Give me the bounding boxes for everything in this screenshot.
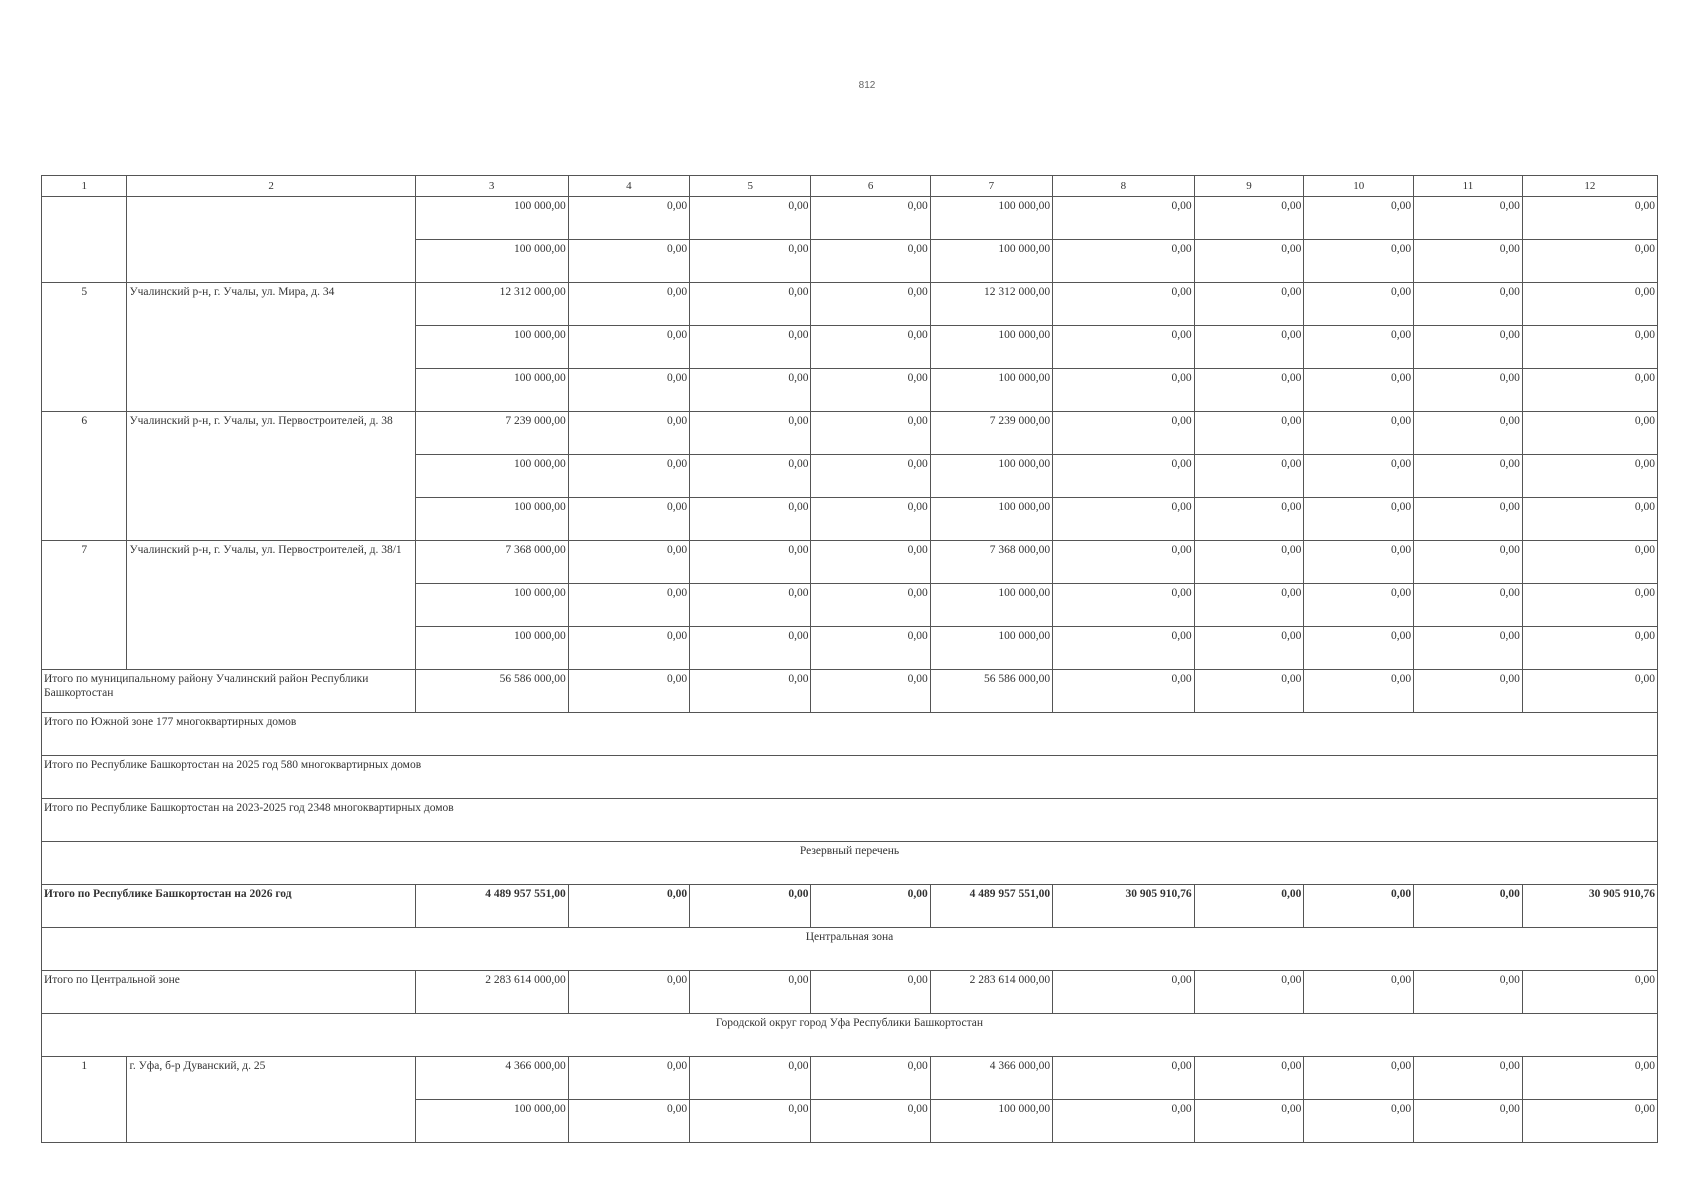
amount-cell: 0,00 (1414, 627, 1523, 670)
amount-cell: 0,00 (1522, 1100, 1657, 1143)
amount-cell: 0,00 (690, 412, 811, 455)
amount-cell: 100 000,00 (415, 326, 568, 369)
amount-cell: 0,00 (1414, 369, 1523, 412)
amount-cell: 100 000,00 (415, 498, 568, 541)
amount-cell: 0,00 (811, 1057, 930, 1100)
amount-cell: 0,00 (1304, 498, 1414, 541)
amount-cell: 100 000,00 (930, 326, 1052, 369)
amount-cell: 0,00 (1304, 584, 1414, 627)
amount-cell: 0,00 (1053, 541, 1194, 584)
amount-cell: 0,00 (568, 369, 689, 412)
amount-cell: 0,00 (690, 541, 811, 584)
amount-cell: 0,00 (690, 240, 811, 283)
amount-cell: 0,00 (1053, 1057, 1194, 1100)
amount-cell: 0,00 (1522, 584, 1657, 627)
amount-cell: 0,00 (1522, 283, 1657, 326)
column-header: 11 (1414, 176, 1523, 197)
amount-cell: 0,00 (1053, 971, 1194, 1014)
amount-cell: 100 000,00 (415, 584, 568, 627)
amount-cell: 12 312 000,00 (415, 283, 568, 326)
amount-cell: 0,00 (690, 1100, 811, 1143)
summary-text: Итого по Республике Башкортостан на 2025 год 580 многоквартирных домов (42, 756, 1658, 799)
amount-cell: 0,00 (1194, 498, 1304, 541)
amount-cell: 0,00 (811, 412, 930, 455)
column-number-header (42, 176, 1658, 197)
amount-cell: 0,00 (568, 498, 689, 541)
amount-cell: 0,00 (811, 369, 930, 412)
amount-cell: 0,00 (1304, 670, 1414, 713)
amount-cell: 0,00 (568, 455, 689, 498)
amount-cell: 0,00 (1194, 455, 1304, 498)
amount-cell: 0,00 (690, 971, 811, 1014)
amount-cell: 0,00 (568, 627, 689, 670)
amount-cell: 7 239 000,00 (415, 412, 568, 455)
amount-cell: 0,00 (1053, 326, 1194, 369)
column-header: 6 (811, 176, 930, 197)
amount-cell: 0,00 (1414, 1057, 1523, 1100)
amount-cell: 4 366 000,00 (930, 1057, 1052, 1100)
amount-cell: 0,00 (811, 627, 930, 670)
amount-cell: 100 000,00 (930, 455, 1052, 498)
address-cell (127, 197, 415, 283)
address-cell: Учалинский р-н, г. Учалы, ул. Мира, д. 34 (127, 283, 415, 412)
amount-cell: 0,00 (690, 584, 811, 627)
total-row (42, 971, 1658, 1014)
amount-cell: 0,00 (568, 670, 689, 713)
amount-cell: 0,00 (811, 455, 930, 498)
amount-cell: 0,00 (690, 283, 811, 326)
row-number: 6 (42, 412, 127, 541)
amount-cell: 0,00 (1522, 455, 1657, 498)
amount-cell: 0,00 (568, 971, 689, 1014)
amount-cell: 2 283 614 000,00 (930, 971, 1052, 1014)
column-header: 7 (930, 176, 1052, 197)
amount-cell: 100 000,00 (930, 197, 1052, 240)
section-title: Резервный перечень (42, 842, 1658, 885)
amount-cell: 0,00 (1414, 1100, 1523, 1143)
amount-cell: 0,00 (1304, 1100, 1414, 1143)
amount-cell: 0,00 (1304, 412, 1414, 455)
amount-cell: 0,00 (1194, 369, 1304, 412)
amount-cell: 0,00 (690, 369, 811, 412)
amount-cell: 4 489 957 551,00 (415, 885, 568, 928)
amount-cell: 7 368 000,00 (930, 541, 1052, 584)
amount-cell: 0,00 (1053, 1100, 1194, 1143)
amount-cell: 0,00 (568, 326, 689, 369)
total-label: Итого по Центральной зоне (42, 971, 416, 1014)
amount-cell: 0,00 (1414, 326, 1523, 369)
amount-cell: 0,00 (1522, 197, 1657, 240)
amount-cell: 0,00 (1053, 627, 1194, 670)
amount-cell: 0,00 (1414, 670, 1523, 713)
amount-cell: 0,00 (1414, 541, 1523, 584)
amount-cell: 0,00 (1194, 971, 1304, 1014)
amount-cell: 12 312 000,00 (930, 283, 1052, 326)
amount-cell: 0,00 (1304, 541, 1414, 584)
amount-cell: 0,00 (568, 1100, 689, 1143)
amount-cell: 0,00 (1194, 1057, 1304, 1100)
amount-cell: 0,00 (1304, 326, 1414, 369)
amount-cell: 0,00 (1414, 283, 1523, 326)
total-label: Итого по муниципальному району Учалинский район Республики Башкортостан (42, 670, 416, 713)
column-header: 1 (42, 176, 127, 197)
row-number: 7 (42, 541, 127, 670)
table-body (42, 176, 1658, 1143)
table-row (42, 541, 1658, 584)
summary-row (42, 756, 1658, 799)
amount-cell: 0,00 (690, 1057, 811, 1100)
amount-cell: 0,00 (811, 326, 930, 369)
amount-cell: 0,00 (1053, 498, 1194, 541)
amount-cell: 0,00 (1194, 670, 1304, 713)
section-row (42, 1014, 1658, 1057)
amount-cell: 0,00 (1194, 283, 1304, 326)
amount-cell: 0,00 (811, 1100, 930, 1143)
amount-cell: 0,00 (1304, 885, 1414, 928)
address-cell: г. Уфа, б-р Дуванский, д. 25 (127, 1057, 415, 1143)
amount-cell: 0,00 (811, 498, 930, 541)
amount-cell: 0,00 (811, 885, 930, 928)
amount-cell: 0,00 (1522, 541, 1657, 584)
amount-cell: 0,00 (1522, 627, 1657, 670)
table-row (42, 1057, 1658, 1100)
amount-cell: 0,00 (1414, 197, 1523, 240)
amount-cell: 0,00 (1522, 326, 1657, 369)
amount-cell: 0,00 (1053, 584, 1194, 627)
amount-cell: 0,00 (1304, 455, 1414, 498)
amount-cell: 0,00 (1053, 283, 1194, 326)
table-row (42, 197, 1658, 240)
summary-text: Итого по Республике Башкортостан на 2023-2025 год 2348 многоквартирных домов (42, 799, 1658, 842)
amount-cell: 0,00 (1053, 240, 1194, 283)
section-title: Центральная зона (42, 928, 1658, 971)
section-row (42, 842, 1658, 885)
amount-cell: 0,00 (1304, 1057, 1414, 1100)
summary-row (42, 713, 1658, 756)
amount-cell: 0,00 (568, 541, 689, 584)
table-row (42, 283, 1658, 326)
amount-cell: 0,00 (568, 197, 689, 240)
amount-cell: 0,00 (690, 455, 811, 498)
amount-cell: 0,00 (1304, 369, 1414, 412)
amount-cell: 0,00 (568, 240, 689, 283)
column-header: 3 (415, 176, 568, 197)
amount-cell: 0,00 (568, 885, 689, 928)
amount-cell: 0,00 (1194, 541, 1304, 584)
budget-table (41, 175, 1658, 1143)
column-header: 8 (1053, 176, 1194, 197)
row-number (42, 197, 127, 283)
amount-cell: 0,00 (690, 326, 811, 369)
amount-cell: 100 000,00 (415, 197, 568, 240)
amount-cell: 0,00 (1414, 498, 1523, 541)
amount-cell: 0,00 (1522, 670, 1657, 713)
amount-cell: 0,00 (1522, 369, 1657, 412)
amount-cell: 100 000,00 (930, 369, 1052, 412)
amount-cell: 0,00 (1304, 197, 1414, 240)
amount-cell: 0,00 (1522, 1057, 1657, 1100)
amount-cell: 0,00 (1194, 197, 1304, 240)
column-header: 10 (1304, 176, 1414, 197)
amount-cell: 0,00 (1194, 326, 1304, 369)
amount-cell: 56 586 000,00 (415, 670, 568, 713)
column-header: 5 (690, 176, 811, 197)
amount-cell: 0,00 (811, 584, 930, 627)
amount-cell: 30 905 910,76 (1053, 885, 1194, 928)
amount-cell: 0,00 (1414, 971, 1523, 1014)
amount-cell: 0,00 (1522, 971, 1657, 1014)
amount-cell: 0,00 (811, 240, 930, 283)
amount-cell: 0,00 (811, 670, 930, 713)
amount-cell: 0,00 (1194, 627, 1304, 670)
amount-cell: 0,00 (1194, 885, 1304, 928)
column-header: 2 (127, 176, 415, 197)
amount-cell: 100 000,00 (930, 627, 1052, 670)
amount-cell: 0,00 (1194, 240, 1304, 283)
amount-cell: 100 000,00 (415, 627, 568, 670)
amount-cell: 100 000,00 (930, 584, 1052, 627)
amount-cell: 100 000,00 (415, 455, 568, 498)
amount-cell: 0,00 (568, 584, 689, 627)
section-title: Городской округ город Уфа Республики Башкортостан (42, 1014, 1658, 1057)
summary-text: Итого по Южной зоне 177 многоквартирных домов (42, 713, 1658, 756)
summary-row (42, 799, 1658, 842)
amount-cell: 0,00 (1414, 455, 1523, 498)
column-header: 9 (1194, 176, 1304, 197)
amount-cell: 100 000,00 (930, 498, 1052, 541)
amount-cell: 4 366 000,00 (415, 1057, 568, 1100)
amount-cell: 7 239 000,00 (930, 412, 1052, 455)
amount-cell: 0,00 (1414, 584, 1523, 627)
amount-cell: 0,00 (690, 197, 811, 240)
amount-cell: 0,00 (1194, 412, 1304, 455)
amount-cell: 100 000,00 (415, 240, 568, 283)
amount-cell: 0,00 (1414, 412, 1523, 455)
amount-cell: 0,00 (811, 541, 930, 584)
amount-cell: 0,00 (690, 498, 811, 541)
amount-cell: 0,00 (1304, 971, 1414, 1014)
amount-cell: 0,00 (1414, 240, 1523, 283)
amount-cell: 0,00 (1304, 240, 1414, 283)
amount-cell: 100 000,00 (930, 1100, 1052, 1143)
amount-cell: 30 905 910,76 (1522, 885, 1657, 928)
amount-cell: 0,00 (690, 885, 811, 928)
section-row (42, 928, 1658, 971)
amount-cell: 0,00 (1522, 498, 1657, 541)
amount-cell: 100 000,00 (930, 240, 1052, 283)
page-number: 812 (858, 80, 876, 91)
amount-cell: 0,00 (1053, 455, 1194, 498)
amount-cell: 0,00 (1194, 1100, 1304, 1143)
amount-cell: 56 586 000,00 (930, 670, 1052, 713)
row-number: 1 (42, 1057, 127, 1143)
amount-cell: 0,00 (1053, 197, 1194, 240)
amount-cell: 0,00 (568, 412, 689, 455)
amount-cell: 0,00 (1053, 369, 1194, 412)
amount-cell: 0,00 (568, 283, 689, 326)
amount-cell: 0,00 (1304, 283, 1414, 326)
column-header: 4 (568, 176, 689, 197)
amount-cell: 0,00 (1194, 584, 1304, 627)
amount-cell: 2 283 614 000,00 (415, 971, 568, 1014)
total-row (42, 670, 1658, 713)
row-number: 5 (42, 283, 127, 412)
amount-cell: 100 000,00 (415, 1100, 568, 1143)
address-cell: Учалинский р-н, г. Учалы, ул. Первостроителей, д. 38 (127, 412, 415, 541)
amount-cell: 0,00 (1053, 670, 1194, 713)
amount-cell: 0,00 (811, 197, 930, 240)
amount-cell: 0,00 (1522, 412, 1657, 455)
amount-cell: 100 000,00 (415, 369, 568, 412)
amount-cell: 0,00 (811, 283, 930, 326)
table-row (42, 412, 1658, 455)
amount-cell: 0,00 (1414, 885, 1523, 928)
amount-cell: 7 368 000,00 (415, 541, 568, 584)
amount-cell: 0,00 (690, 670, 811, 713)
total-label: Итого по Республике Башкортостан на 2026 год (42, 885, 416, 928)
amount-cell: 0,00 (568, 1057, 689, 1100)
amount-cell: 0,00 (690, 627, 811, 670)
address-cell: Учалинский р-н, г. Учалы, ул. Первостроителей, д. 38/1 (127, 541, 415, 670)
amount-cell: 4 489 957 551,00 (930, 885, 1052, 928)
total-row (42, 885, 1658, 928)
amount-cell: 0,00 (1304, 627, 1414, 670)
amount-cell: 0,00 (1522, 240, 1657, 283)
amount-cell: 0,00 (1053, 412, 1194, 455)
column-header: 12 (1522, 176, 1657, 197)
amount-cell: 0,00 (811, 971, 930, 1014)
